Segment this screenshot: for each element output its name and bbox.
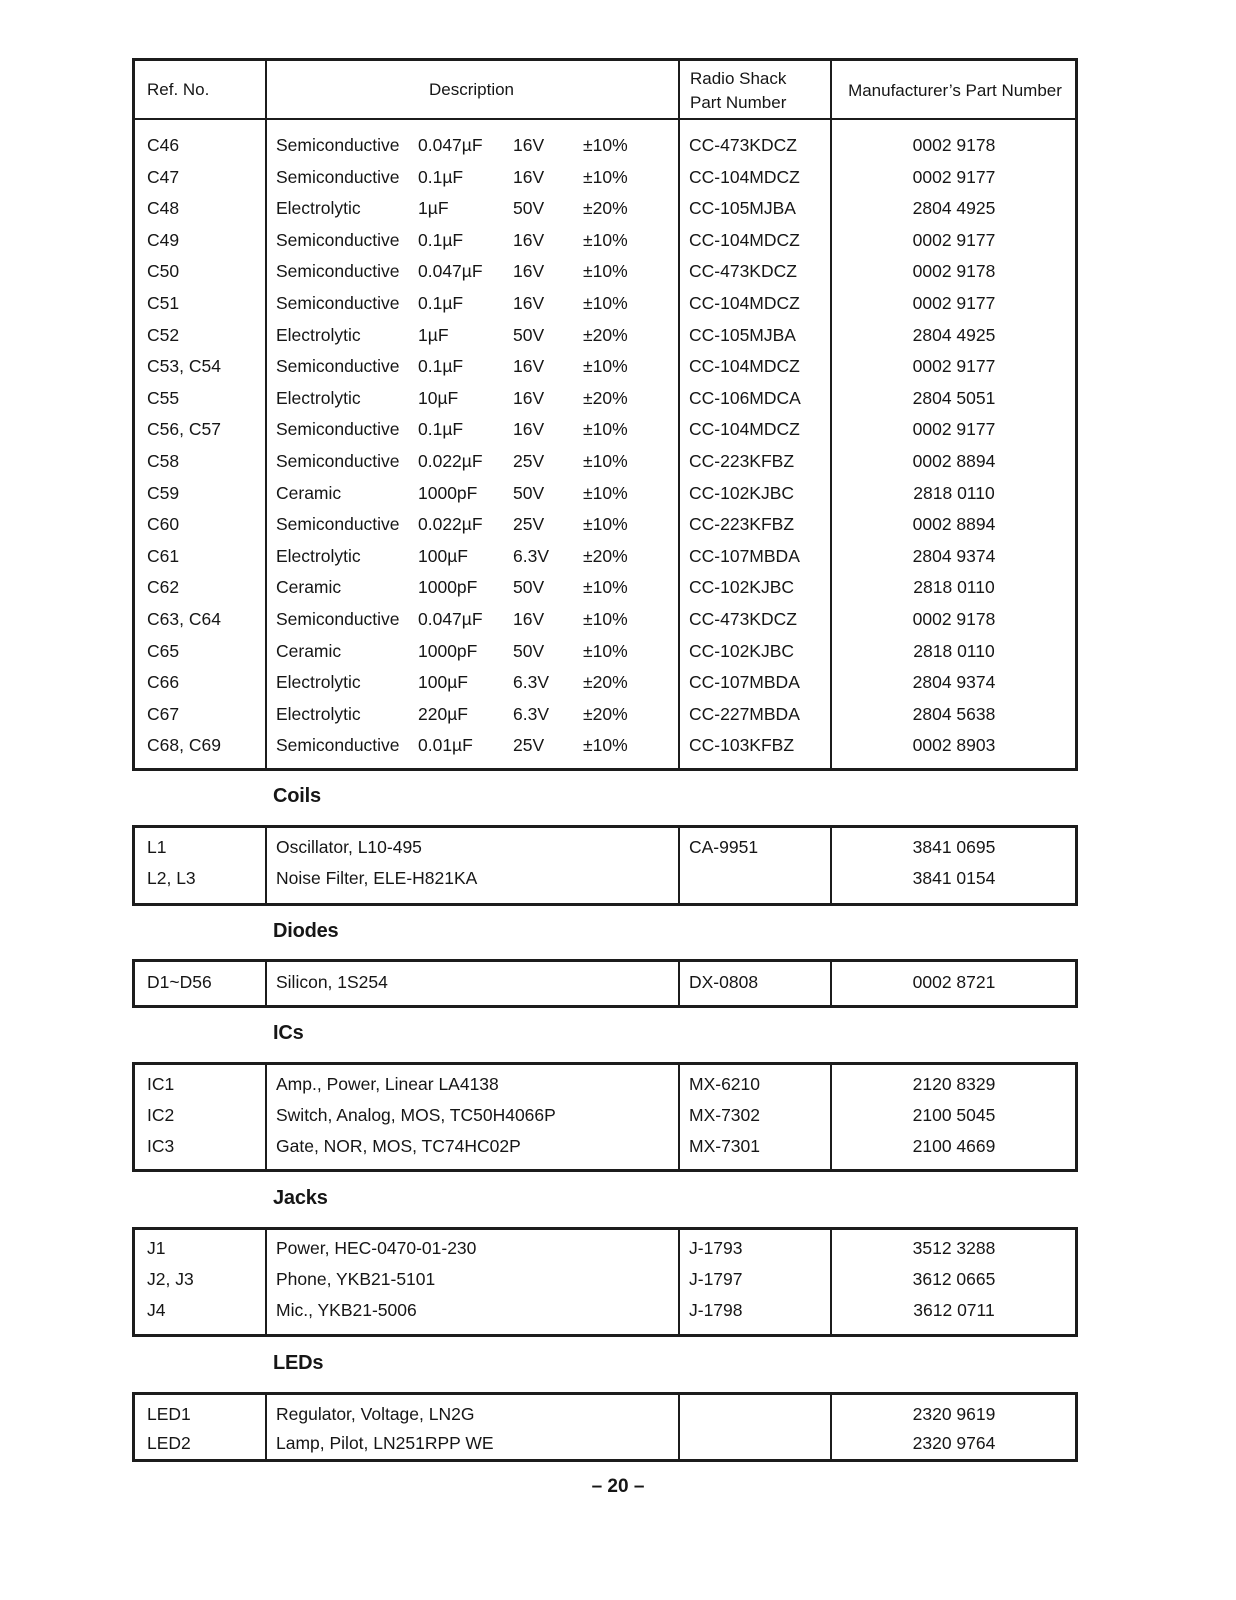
ref-no-cell: C50: [147, 261, 180, 282]
rs-part-cell: CC-104MDCZ: [689, 166, 800, 187]
mfr-part-cell: 2804 9374: [912, 672, 996, 693]
type-cell: Electrolytic: [276, 672, 361, 693]
value-cell: 10µF: [418, 387, 459, 408]
section-title-leds: LEDs: [273, 1352, 324, 1374]
header-mfr-part: Manufacturer’s Part Number: [848, 81, 1062, 100]
description-cell: Amp., Power, Linear LA4138: [276, 1074, 499, 1094]
jacks-table: [132, 1227, 1078, 1337]
ref-no-cell: C67: [147, 703, 180, 724]
value-cell: 1µF: [418, 198, 449, 219]
tolerance-cell: ±10%: [583, 514, 628, 535]
voltage-cell: 6.3V: [513, 703, 549, 724]
header-rs-part-line2: Part Number: [690, 93, 787, 112]
value-cell: 0.047µF: [418, 609, 483, 629]
tolerance-cell: ±10%: [583, 482, 628, 503]
ref-no-cell: IC2: [147, 1105, 175, 1125]
value-cell: 1000pF: [418, 577, 478, 598]
tolerance-cell: ±10%: [583, 609, 628, 629]
rs-part-cell: CC-473KDCZ: [689, 609, 797, 629]
mfr-part-cell: 0002 9177: [912, 356, 996, 377]
table-row: [135, 1263, 1075, 1295]
mfr-part-cell: 2120 8329: [912, 1074, 996, 1094]
voltage-cell: 25V: [513, 735, 545, 756]
type-cell: Ceramic: [276, 577, 342, 598]
tolerance-cell: ±10%: [583, 356, 628, 377]
value-cell: 0.1µF: [418, 166, 464, 187]
mfr-part-cell: 3612 0711: [913, 1300, 995, 1320]
type-cell: Semiconductive: [276, 166, 400, 187]
mfr-part-cell: 2818 0110: [913, 577, 995, 598]
rs-part-cell: CC-103KFBZ: [689, 735, 795, 756]
table-row: [135, 224, 1075, 256]
tolerance-cell: ±10%: [583, 166, 628, 187]
mfr-part-cell: 0002 9177: [912, 166, 996, 187]
table-row: [135, 1398, 1075, 1430]
value-cell: 0.047µF: [418, 135, 483, 155]
mfr-part-cell: 2100 4669: [912, 1136, 996, 1156]
tolerance-cell: ±10%: [583, 229, 628, 250]
type-cell: Electrolytic: [276, 703, 361, 724]
voltage-cell: 50V: [513, 577, 545, 598]
voltage-cell: 50V: [513, 324, 545, 345]
tolerance-cell: ±20%: [583, 324, 628, 345]
table-row: [135, 1232, 1075, 1264]
value-cell: 0.1µF: [418, 356, 464, 377]
value-cell: 1000pF: [418, 640, 478, 661]
voltage-cell: 50V: [513, 482, 545, 503]
section-title-ics: ICs: [273, 1022, 304, 1044]
type-cell: Ceramic: [276, 640, 342, 661]
ref-no-cell: C59: [147, 482, 180, 503]
mfr-part-cell: 0002 9178: [912, 261, 996, 282]
tolerance-cell: ±10%: [583, 261, 628, 282]
header-description: Description: [428, 80, 515, 99]
ref-no-cell: C66: [147, 672, 180, 693]
table-row: [135, 1130, 1075, 1162]
mfr-part-cell: 3841 0695: [912, 837, 996, 857]
ref-no-cell: C49: [147, 229, 180, 250]
rs-part-cell: CC-473KDCZ: [689, 261, 797, 282]
type-cell: Ceramic: [276, 482, 342, 503]
tolerance-cell: ±10%: [583, 577, 628, 598]
tolerance-cell: ±20%: [583, 703, 628, 724]
tolerance-cell: ±10%: [583, 640, 628, 661]
rs-part-cell: CC-473KDCZ: [689, 135, 797, 155]
table-row: [135, 129, 1075, 161]
rs-part-cell: J-1793: [689, 1238, 743, 1258]
rs-part-cell: DX-0808: [689, 972, 759, 992]
table-row: [135, 445, 1075, 477]
ref-no-cell: J2, J3: [147, 1269, 194, 1289]
tolerance-cell: ±20%: [583, 672, 628, 693]
type-cell: Electrolytic: [276, 545, 361, 566]
table-row: [135, 255, 1075, 287]
table-row: [135, 603, 1075, 635]
table-row: [135, 287, 1075, 319]
mfr-part-cell: 2804 9374: [912, 545, 996, 566]
ref-no-cell: LED2: [147, 1433, 191, 1453]
rs-part-cell: CC-227MBDA: [689, 703, 800, 724]
table-row: [135, 350, 1075, 382]
ref-no-cell: C47: [147, 166, 180, 187]
mfr-part-cell: 2818 0110: [913, 640, 995, 661]
value-cell: 1µF: [418, 324, 449, 345]
table-row: [135, 729, 1075, 761]
ref-no-cell: C52: [147, 324, 180, 345]
voltage-cell: 16V: [513, 356, 545, 377]
diodes-table: [132, 959, 1078, 1008]
ref-no-cell: C53, C54: [147, 356, 221, 377]
header-ref-no: Ref. No.: [147, 80, 210, 99]
type-cell: Semiconductive: [276, 261, 400, 282]
voltage-cell: 16V: [513, 135, 545, 155]
rs-part-cell: CC-104MDCZ: [689, 419, 800, 440]
voltage-cell: 25V: [513, 514, 545, 535]
ref-no-cell: IC1: [147, 1074, 175, 1094]
voltage-cell: 16V: [513, 419, 545, 440]
value-cell: 0.047µF: [418, 261, 483, 282]
voltage-cell: 25V: [513, 451, 545, 471]
description-cell: Gate, NOR, MOS, TC74HC02P: [276, 1136, 521, 1156]
mfr-part-cell: 2320 9619: [912, 1404, 996, 1424]
mfr-part-cell: 0002 8894: [912, 451, 996, 471]
rs-part-cell: MX-6210: [689, 1074, 761, 1094]
value-cell: 0.1µF: [418, 419, 464, 440]
rs-part-cell: J-1797: [689, 1269, 743, 1289]
value-cell: 0.1µF: [418, 293, 464, 313]
type-cell: Semiconductive: [276, 735, 400, 756]
rs-part-cell: CC-102KJBC: [689, 640, 795, 661]
rs-part-cell: J-1798: [689, 1300, 743, 1320]
tolerance-cell: ±10%: [583, 293, 628, 313]
ics-table: [132, 1062, 1078, 1172]
header-rs-part-line1: Radio Shack: [690, 69, 787, 88]
type-cell: Semiconductive: [276, 514, 400, 535]
mfr-part-cell: 2804 4925: [912, 198, 996, 219]
mfr-part-cell: 3841 0154: [912, 868, 996, 888]
mfr-part-cell: 0002 9178: [912, 609, 996, 629]
ref-no-cell: C48: [147, 198, 180, 219]
table-row: [135, 477, 1075, 509]
table-row: [135, 698, 1075, 730]
capacitor-table: [132, 58, 1078, 771]
voltage-cell: 6.3V: [513, 672, 549, 693]
type-cell: Semiconductive: [276, 356, 400, 377]
mfr-part-cell: 0002 8721: [912, 972, 996, 992]
voltage-cell: 16V: [513, 387, 545, 408]
ref-no-cell: C60: [147, 514, 180, 535]
table-row: [135, 1099, 1075, 1131]
type-cell: Electrolytic: [276, 198, 361, 219]
leds-table: [132, 1392, 1078, 1462]
rs-part-cell: CC-104MDCZ: [689, 229, 800, 250]
section-title-coils: Coils: [273, 785, 321, 807]
description-cell: Silicon, 1S254: [276, 972, 388, 992]
value-cell: 100µF: [418, 545, 468, 566]
ref-no-cell: J1: [147, 1238, 166, 1258]
rs-part-cell: CC-104MDCZ: [689, 293, 800, 313]
tolerance-cell: ±10%: [583, 451, 628, 471]
ref-no-cell: D1~D56: [147, 972, 212, 992]
mfr-part-cell: 0002 8894: [912, 514, 996, 535]
type-cell: Electrolytic: [276, 324, 361, 345]
description-cell: Switch, Analog, MOS, TC50H4066P: [276, 1105, 556, 1125]
description-cell: Phone, YKB21-5101: [276, 1269, 436, 1289]
rs-part-cell: CC-223KFBZ: [689, 514, 795, 535]
description-cell: Regulator, Voltage, LN2G: [276, 1404, 475, 1424]
section-title-diodes: Diodes: [273, 920, 339, 942]
tolerance-cell: ±10%: [583, 419, 628, 440]
table-row: [135, 192, 1075, 224]
table-header: [135, 61, 1075, 120]
type-cell: Semiconductive: [276, 419, 400, 440]
ref-no-cell: L2, L3: [147, 868, 196, 888]
ref-no-cell: C68, C69: [147, 735, 221, 756]
voltage-cell: 16V: [513, 166, 545, 187]
rs-part-cell: CC-107MBDA: [689, 672, 800, 693]
table-row: [135, 413, 1075, 445]
mfr-part-cell: 2804 5638: [912, 703, 996, 724]
rs-part-cell: CC-102KJBC: [689, 577, 795, 598]
description-cell: Noise Filter, ELE-H821KA: [276, 868, 478, 888]
mfr-part-cell: 0002 9178: [912, 135, 996, 155]
value-cell: 220µF: [418, 703, 468, 724]
rs-part-cell: CC-104MDCZ: [689, 356, 800, 377]
coils-table: [132, 825, 1078, 906]
ref-no-cell: C65: [147, 640, 180, 661]
table-row: [135, 1294, 1075, 1326]
tolerance-cell: ±10%: [583, 135, 628, 155]
table-row: [135, 831, 1075, 863]
rs-part-cell: MX-7301: [689, 1136, 761, 1156]
voltage-cell: 50V: [513, 198, 545, 219]
rs-part-cell: CC-105MJBA: [689, 324, 796, 345]
ref-no-cell: J4: [147, 1300, 166, 1320]
value-cell: 100µF: [418, 672, 468, 693]
type-cell: Semiconductive: [276, 293, 400, 313]
type-cell: Semiconductive: [276, 135, 400, 155]
tolerance-cell: ±20%: [583, 198, 628, 219]
ref-no-cell: C63, C64: [147, 609, 221, 629]
mfr-part-cell: 2818 0110: [913, 482, 995, 503]
value-cell: 0.01µF: [418, 735, 473, 756]
ref-no-cell: C61: [147, 545, 180, 566]
section-title-jacks: Jacks: [273, 1187, 328, 1209]
mfr-part-cell: 3512 3288: [912, 1238, 996, 1258]
ref-no-cell: IC3: [147, 1136, 175, 1156]
ref-no-cell: C51: [147, 293, 180, 313]
mfr-part-cell: 0002 9177: [912, 419, 996, 440]
mfr-part-cell: 0002 8903: [912, 735, 996, 756]
voltage-cell: 16V: [513, 261, 545, 282]
table-row: [135, 966, 1075, 998]
table-row: [135, 571, 1075, 603]
table-row: [135, 862, 1075, 894]
rs-part-cell: CC-106MDCA: [689, 387, 801, 408]
mfr-part-cell: 0002 9177: [912, 293, 996, 313]
table-row: [135, 666, 1075, 698]
voltage-cell: 16V: [513, 229, 545, 250]
rs-part-cell: MX-7302: [689, 1105, 761, 1125]
ref-no-cell: C56, C57: [147, 419, 221, 440]
ref-no-cell: C58: [147, 451, 180, 471]
table-row: [135, 508, 1075, 540]
mfr-part-cell: 2320 9764: [912, 1433, 996, 1453]
tolerance-cell: ±10%: [583, 735, 628, 756]
table-row: [135, 540, 1075, 572]
voltage-cell: 50V: [513, 640, 545, 661]
table-row: [135, 1068, 1075, 1100]
rs-part-cell: CC-223KFBZ: [689, 451, 795, 471]
rs-part-cell: CA-9951: [689, 837, 759, 857]
description-cell: Lamp, Pilot, LN251RPP WE: [276, 1433, 494, 1453]
mfr-part-cell: 0002 9177: [912, 229, 996, 250]
tolerance-cell: ±20%: [583, 545, 628, 566]
table-row: [135, 161, 1075, 193]
ref-no-cell: C62: [147, 577, 180, 598]
type-cell: Electrolytic: [276, 387, 361, 408]
description-cell: Mic., YKB21-5006: [276, 1300, 417, 1320]
voltage-cell: 16V: [513, 609, 545, 629]
description-cell: Oscillator, L10-495: [276, 837, 422, 857]
table-row: [135, 382, 1075, 414]
mfr-part-cell: 3612 0665: [912, 1269, 996, 1289]
table-row: [135, 1427, 1075, 1459]
table-row: [135, 319, 1075, 351]
description-cell: Power, HEC-0470-01-230: [276, 1238, 477, 1258]
value-cell: 0.022µF: [418, 451, 483, 471]
value-cell: 0.022µF: [418, 514, 483, 535]
ref-no-cell: LED1: [147, 1404, 191, 1424]
mfr-part-cell: 2804 5051: [912, 387, 996, 408]
page-number: – 20 –: [591, 1476, 645, 1497]
type-cell: Semiconductive: [276, 451, 400, 471]
type-cell: Semiconductive: [276, 229, 400, 250]
type-cell: Semiconductive: [276, 609, 400, 629]
ref-no-cell: L1: [147, 837, 167, 857]
table-row: [135, 635, 1075, 667]
mfr-part-cell: 2804 4925: [912, 324, 996, 345]
value-cell: 0.1µF: [418, 229, 464, 250]
ref-no-cell: C55: [147, 387, 180, 408]
rs-part-cell: CC-102KJBC: [689, 482, 795, 503]
voltage-cell: 16V: [513, 293, 545, 313]
tolerance-cell: ±20%: [583, 387, 628, 408]
ref-no-cell: C46: [147, 135, 180, 155]
voltage-cell: 6.3V: [513, 545, 549, 566]
mfr-part-cell: 2100 5045: [912, 1105, 996, 1125]
value-cell: 1000pF: [418, 482, 478, 503]
rs-part-cell: CC-105MJBA: [689, 198, 796, 219]
rs-part-cell: CC-107MBDA: [689, 545, 800, 566]
